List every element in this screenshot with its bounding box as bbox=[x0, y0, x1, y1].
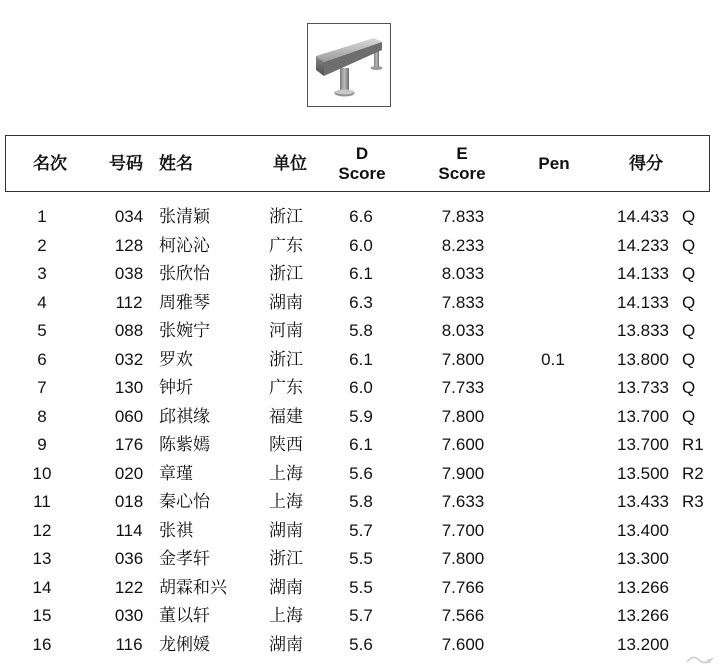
pen-cell bbox=[533, 460, 573, 489]
total-score-cell: 13.500 bbox=[617, 463, 669, 483]
unit-cell: 上海 bbox=[269, 606, 303, 626]
number-cell: 020 bbox=[114, 463, 144, 483]
table-row bbox=[5, 545, 710, 574]
name-cell: 章瑾 bbox=[159, 463, 193, 484]
qualification-cell bbox=[682, 517, 712, 546]
pen-cell bbox=[533, 317, 573, 346]
e-score-cell: 7.900 bbox=[441, 463, 485, 483]
table-row bbox=[5, 232, 710, 261]
unit-cell: 浙江 bbox=[269, 264, 303, 284]
qualification-cell: R1 bbox=[682, 435, 704, 454]
unit-cell: 湖南 bbox=[269, 634, 303, 655]
header-d-score bbox=[332, 136, 392, 191]
qualification-cell: Q bbox=[682, 264, 696, 283]
total-score-cell: 14.133 bbox=[617, 292, 669, 312]
qualification-cell: Q bbox=[682, 292, 696, 312]
e-score-cell: 7.800 bbox=[441, 406, 485, 426]
e-score-cell: 7.800 bbox=[441, 549, 485, 568]
header-pen: Pen bbox=[538, 153, 570, 173]
header-name: 姓名 bbox=[159, 153, 193, 173]
qualification-cell bbox=[682, 574, 712, 603]
d-score-cell: 6.0 bbox=[349, 235, 373, 255]
table-row bbox=[5, 403, 710, 432]
e-score-cell: 7.600 bbox=[441, 435, 485, 454]
pen-cell bbox=[533, 260, 573, 289]
table-row bbox=[5, 203, 710, 232]
qualification-cell: Q bbox=[682, 321, 696, 340]
qualification-cell bbox=[682, 545, 712, 574]
watermark-icon bbox=[685, 652, 715, 666]
d-score-cell: 5.9 bbox=[349, 406, 373, 426]
name-cell: 金孝轩 bbox=[159, 549, 210, 569]
qualification-cell: R2 bbox=[682, 463, 704, 483]
rank-cell: 3 bbox=[37, 264, 47, 283]
header-number: 号码 bbox=[109, 153, 143, 173]
rank-cell: 6 bbox=[37, 349, 47, 369]
number-cell: 030 bbox=[114, 606, 144, 625]
pen-cell bbox=[533, 488, 573, 517]
number-cell: 060 bbox=[114, 406, 144, 426]
rank-cell: 11 bbox=[33, 492, 51, 511]
table-row bbox=[5, 631, 710, 660]
e-score-cell: 8.233 bbox=[441, 235, 485, 255]
qualification-cell: Q bbox=[682, 406, 696, 426]
qualification-cell: Q bbox=[682, 207, 696, 226]
total-score-cell: 13.266 bbox=[617, 577, 669, 597]
rank-cell: 4 bbox=[37, 292, 47, 312]
total-score-cell: 13.700 bbox=[617, 435, 669, 454]
d-score-cell: 5.5 bbox=[349, 549, 373, 568]
e-score-cell: 8.033 bbox=[441, 321, 485, 340]
number-cell: 128 bbox=[114, 235, 144, 255]
table-row bbox=[5, 317, 710, 346]
unit-cell: 浙江 bbox=[269, 549, 303, 569]
total-score-cell: 13.800 bbox=[617, 349, 669, 369]
name-cell: 周雅琴 bbox=[159, 292, 210, 313]
d-score-cell: 6.6 bbox=[349, 207, 373, 226]
results-table-body bbox=[5, 203, 710, 659]
e-score-cell: 7.600 bbox=[441, 634, 485, 654]
rank-cell: 14 bbox=[32, 577, 52, 597]
e-score-cell: 7.833 bbox=[441, 207, 485, 226]
header-d-score-line1: D bbox=[355, 143, 369, 163]
pen-cell: 0.1 bbox=[541, 349, 565, 369]
total-score-cell: 14.433 bbox=[617, 207, 669, 226]
pen-cell bbox=[533, 374, 573, 403]
pen-cell bbox=[533, 203, 573, 232]
d-score-cell: 5.7 bbox=[349, 520, 373, 540]
header-unit: 单位 bbox=[273, 153, 307, 173]
unit-cell: 浙江 bbox=[269, 349, 303, 370]
d-score-cell: 5.8 bbox=[349, 492, 373, 511]
table-row bbox=[5, 374, 710, 403]
d-score-cell: 6.0 bbox=[349, 378, 373, 397]
table-row bbox=[5, 260, 710, 289]
name-cell: 张欣怡 bbox=[159, 264, 210, 284]
event-icon-frame bbox=[307, 23, 391, 107]
d-score-cell: 6.1 bbox=[349, 435, 373, 454]
table-row bbox=[5, 574, 710, 603]
unit-cell: 上海 bbox=[269, 492, 303, 512]
rank-cell: 10 bbox=[32, 463, 52, 483]
number-cell: 112 bbox=[115, 292, 143, 312]
rank-cell: 13 bbox=[32, 549, 52, 568]
pen-cell bbox=[533, 574, 573, 603]
e-score-cell: 7.700 bbox=[441, 520, 485, 540]
rank-cell: 16 bbox=[32, 634, 52, 654]
number-cell: 122 bbox=[114, 577, 144, 597]
name-cell: 胡霖和兴 bbox=[159, 577, 227, 598]
balance-beam-icon bbox=[308, 24, 390, 106]
e-score-cell: 7.566 bbox=[441, 606, 485, 625]
rank-cell: 15 bbox=[32, 606, 52, 625]
header-e-score bbox=[430, 136, 494, 191]
unit-cell: 浙江 bbox=[269, 207, 303, 227]
table-row bbox=[5, 289, 710, 318]
rank-cell: 8 bbox=[37, 406, 47, 426]
total-score-cell: 14.133 bbox=[617, 264, 669, 283]
name-cell: 张祺 bbox=[159, 520, 193, 541]
number-cell: 036 bbox=[114, 549, 144, 568]
rank-cell: 1 bbox=[37, 207, 47, 226]
e-score-cell: 8.033 bbox=[441, 264, 485, 283]
qualification-cell: Q bbox=[682, 349, 696, 369]
number-cell: 114 bbox=[115, 520, 143, 540]
unit-cell: 广东 bbox=[269, 235, 303, 256]
table-row bbox=[5, 488, 710, 517]
rank-cell: 2 bbox=[37, 235, 47, 255]
qualification-cell bbox=[682, 602, 712, 631]
name-cell: 陈紫嫣 bbox=[159, 435, 210, 455]
unit-cell: 广东 bbox=[269, 378, 303, 398]
name-cell: 龙俐媛 bbox=[159, 634, 210, 655]
unit-cell: 河南 bbox=[269, 321, 303, 341]
name-cell: 钟圻 bbox=[159, 378, 193, 398]
header-score: 得分 bbox=[629, 153, 663, 173]
header-e-score-line2: Score bbox=[438, 163, 486, 183]
name-cell: 董以轩 bbox=[159, 606, 210, 626]
pen-cell bbox=[533, 232, 573, 261]
d-score-cell: 5.8 bbox=[349, 321, 373, 340]
qualification-cell: R3 bbox=[682, 492, 704, 511]
table-row bbox=[5, 602, 710, 631]
unit-cell: 陕西 bbox=[269, 435, 303, 455]
name-cell: 秦心怡 bbox=[159, 492, 210, 512]
d-score-cell: 5.6 bbox=[349, 463, 373, 483]
table-row bbox=[5, 346, 710, 375]
d-score-cell: 6.1 bbox=[349, 349, 373, 369]
total-score-cell: 13.400 bbox=[617, 520, 669, 540]
name-cell: 柯沁沁 bbox=[159, 235, 210, 256]
total-score-cell: 13.300 bbox=[617, 549, 669, 568]
rank-cell: 7 bbox=[37, 378, 47, 397]
name-cell: 张婉宁 bbox=[159, 321, 210, 341]
pen-cell bbox=[533, 289, 573, 318]
number-cell: 018 bbox=[114, 492, 144, 511]
header-d-score-line2: Score bbox=[338, 163, 386, 183]
total-score-cell: 13.700 bbox=[617, 406, 669, 426]
table-row bbox=[5, 517, 710, 546]
header-rank: 名次 bbox=[33, 153, 67, 173]
unit-cell: 福建 bbox=[269, 406, 303, 427]
e-score-cell: 7.766 bbox=[441, 577, 485, 597]
number-cell: 088 bbox=[114, 321, 144, 340]
e-score-cell: 7.633 bbox=[441, 492, 485, 511]
pen-cell bbox=[533, 431, 573, 460]
table-row bbox=[5, 460, 710, 489]
pen-cell bbox=[533, 403, 573, 432]
e-score-cell: 7.800 bbox=[441, 349, 485, 369]
number-cell: 176 bbox=[114, 435, 144, 454]
total-score-cell: 13.200 bbox=[617, 634, 669, 654]
total-score-cell: 13.266 bbox=[617, 606, 669, 625]
pen-cell bbox=[533, 545, 573, 574]
rank-cell: 9 bbox=[37, 435, 47, 454]
d-score-cell: 5.5 bbox=[349, 577, 373, 597]
d-score-cell: 6.1 bbox=[349, 264, 373, 283]
d-score-cell: 6.3 bbox=[349, 292, 373, 312]
table-row bbox=[5, 431, 710, 460]
pen-cell bbox=[533, 602, 573, 631]
total-score-cell: 13.433 bbox=[617, 492, 669, 511]
unit-cell: 上海 bbox=[269, 463, 303, 484]
d-score-cell: 5.7 bbox=[349, 606, 373, 625]
d-score-cell: 5.6 bbox=[349, 634, 373, 654]
unit-cell: 湖南 bbox=[269, 292, 303, 313]
rank-cell: 5 bbox=[37, 321, 47, 340]
number-cell: 116 bbox=[115, 634, 143, 654]
unit-cell: 湖南 bbox=[269, 577, 303, 598]
header-e-score-line1: E bbox=[456, 143, 468, 163]
total-score-cell: 14.233 bbox=[617, 235, 669, 255]
table-header bbox=[5, 135, 710, 192]
total-score-cell: 13.733 bbox=[617, 378, 669, 397]
unit-cell: 湖南 bbox=[269, 520, 303, 541]
name-cell: 邱祺缘 bbox=[159, 406, 210, 427]
qualification-cell: Q bbox=[682, 235, 696, 255]
e-score-cell: 7.733 bbox=[441, 378, 485, 397]
pen-cell bbox=[533, 517, 573, 546]
qualification-cell: Q bbox=[682, 378, 696, 397]
name-cell: 张清颖 bbox=[159, 207, 210, 227]
number-cell: 032 bbox=[114, 349, 144, 369]
rank-cell: 12 bbox=[32, 520, 52, 540]
total-score-cell: 13.833 bbox=[617, 321, 669, 340]
number-cell: 034 bbox=[114, 207, 144, 226]
pen-cell bbox=[533, 631, 573, 660]
name-cell: 罗欢 bbox=[159, 349, 193, 370]
e-score-cell: 7.833 bbox=[441, 292, 485, 312]
number-cell: 038 bbox=[114, 264, 144, 283]
number-cell: 130 bbox=[114, 378, 144, 397]
